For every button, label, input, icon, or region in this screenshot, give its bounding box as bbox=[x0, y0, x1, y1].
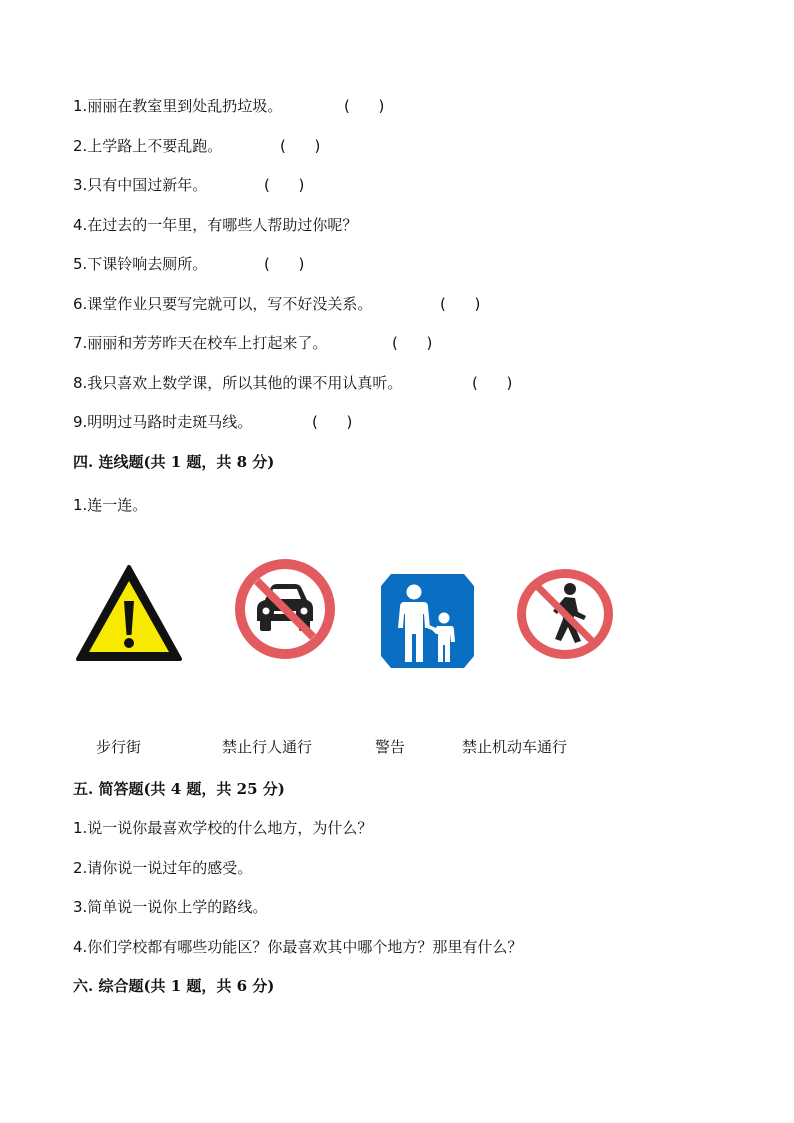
short-answer-question-1: 1.说一说你最喜欢学校的什么地方，为什么？ bbox=[73, 819, 373, 837]
judgment-question-7: 7.丽丽和芳芳昨天在校车上打起来了。 bbox=[73, 334, 328, 352]
judgment-question-8: 8.我只喜欢上数学课，所以其他的课不用认真听。 bbox=[73, 374, 403, 392]
judgment-question-3: 3.只有中国过新年。 bbox=[73, 176, 208, 194]
answer-blank-1[interactable]: ( ) bbox=[344, 97, 385, 115]
warning-triangle-icon[interactable] bbox=[74, 563, 184, 663]
judgment-question-1: 1.丽丽在教室里到处乱扔垃圾。 bbox=[73, 97, 283, 115]
label-warning[interactable]: 警告 bbox=[375, 738, 406, 756]
section-4-heading: 四. 连线题(共 1 题，共 8 分) bbox=[73, 453, 275, 471]
judgment-question-6: 6.课堂作业只要写完就可以，写不好没关系。 bbox=[73, 295, 373, 313]
label-pedestrian-street[interactable]: 步行街 bbox=[96, 738, 142, 756]
short-answer-question-4: 4.你们学校都有哪些功能区？你最喜欢其中哪个地方？那里有什么？ bbox=[73, 938, 523, 956]
judgment-question-4: 4.在过去的一年里，有哪些人帮助过你呢？ bbox=[73, 216, 358, 234]
no-pedestrians-sign-icon[interactable] bbox=[515, 567, 615, 662]
section-5-heading: 五. 简答题(共 4 题，共 25 分) bbox=[73, 780, 285, 798]
answer-blank-6[interactable]: ( ) bbox=[440, 295, 481, 313]
no-motor-vehicles-sign-icon[interactable] bbox=[233, 557, 337, 661]
section-4-question: 1.连一连。 bbox=[73, 496, 148, 514]
pedestrian-street-sign-icon[interactable] bbox=[379, 572, 476, 670]
section-6-heading: 六. 综合题(共 1 题，共 6 分) bbox=[73, 977, 275, 995]
answer-blank-2[interactable]: ( ) bbox=[280, 137, 321, 155]
answer-blank-5[interactable]: ( ) bbox=[264, 255, 305, 273]
short-answer-question-3: 3.简单说一说你上学的路线。 bbox=[73, 898, 268, 916]
answer-blank-8[interactable]: ( ) bbox=[472, 374, 513, 392]
label-no-motor-vehicles[interactable]: 禁止机动车通行 bbox=[462, 738, 568, 756]
judgment-question-9: 9.明明过马路时走斑马线。 bbox=[73, 413, 253, 431]
short-answer-question-2: 2.请你说一说过年的感受。 bbox=[73, 859, 253, 877]
judgment-question-2: 2.上学路上不要乱跑。 bbox=[73, 137, 223, 155]
label-no-pedestrians[interactable]: 禁止行人通行 bbox=[222, 738, 313, 756]
answer-blank-7[interactable]: ( ) bbox=[392, 334, 433, 352]
judgment-question-5: 5.下课铃响去厕所。 bbox=[73, 255, 208, 273]
answer-blank-3[interactable]: ( ) bbox=[264, 176, 305, 194]
answer-blank-9[interactable]: ( ) bbox=[312, 413, 353, 431]
